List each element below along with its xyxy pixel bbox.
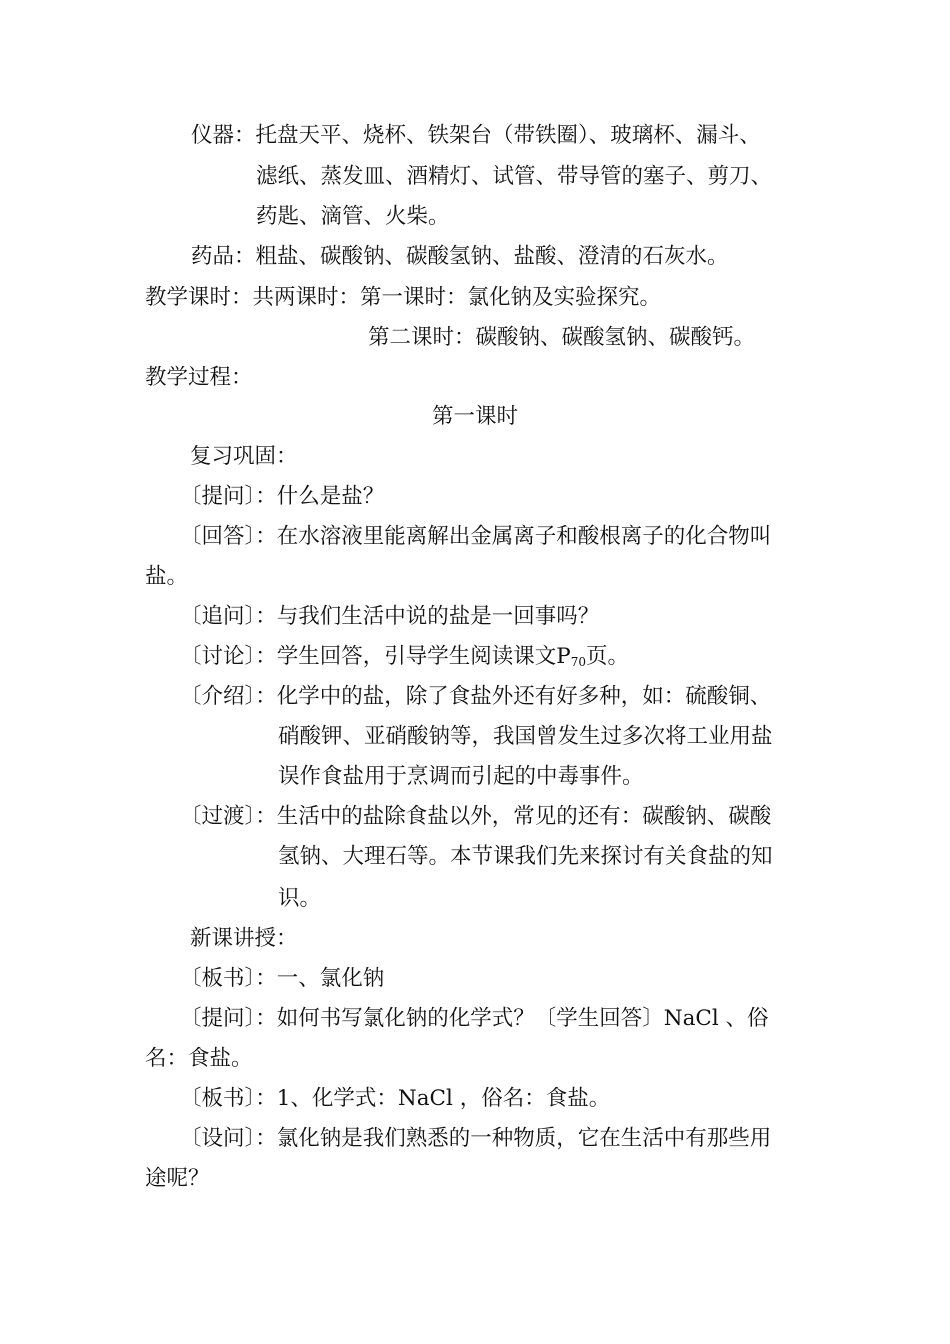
question-line-1: 〔设问〕：氯化钠是我们熟悉的一种物质，它在生活中有那些用 [180,1126,772,1151]
page-number-subscript: 70 [570,655,586,669]
ask-formula-line-1: 〔提问〕：如何书写氯化钠的化学式？〔学生回答〕NaCl 、俗 [180,1006,769,1031]
board-writing-2: 〔板书〕：1、化学式：NaCl ，俗名：食盐。 [180,1086,611,1111]
instruments-line-1: 仪器：托盘天平、烧杯、铁架台（带铁圈）、玻璃杯、漏斗、 [191,123,761,148]
introduction-line-1: 〔介绍〕：化学中的盐，除了食盐外还有好多种，如：硫酸铜、 [180,684,772,709]
follow-up-question: 〔追问〕：与我们生活中说的盐是一回事吗？ [180,604,600,629]
introduction-line-2: 硝酸钾、亚硝酸钠等，我国曾发生过多次将工业用盐 [278,724,773,749]
instruments-line-2: 滤纸、蒸发皿、酒精灯、试管、带导管的塞子、剪刀、 [256,164,773,189]
teaching-hours-line-2: 第二课时：碳酸钠、碳酸氢钠、碳酸钙。 [368,325,756,350]
discussion-tail: 页。 [586,644,630,669]
ask-formula-line-2: 名：食盐。 [145,1046,253,1071]
answer-line-2: 盐。 [145,564,189,589]
discussion-line [180,642,629,677]
board-writing-1: 〔板书〕：一、氯化钠 [180,966,385,991]
answer-line-1: 〔回答〕：在水溶液里能离解出金属离子和酸根离子的化合物叫 [180,524,772,549]
transition-line-3: 识。 [278,886,322,911]
teaching-process-heading: 教学过程： [145,365,253,390]
new-lesson-heading: 新课讲授： [190,926,298,951]
question-line-2: 途呢？ [145,1166,210,1191]
teaching-hours-line-1: 教学课时：共两课时：第一课时：氯化钠及实验探究。 [145,285,662,310]
transition-line-1: 〔过渡〕：生活中的盐除食盐以外，常见的还有：碳酸钠、碳酸 [180,804,772,829]
introduction-line-3: 误作食盐用于烹调而引起的中毒事件。 [278,764,644,789]
ask-what-is-salt: 〔提问〕：什么是盐？ [180,484,385,509]
instruments-line-3: 药匙、滴管、火柴。 [256,204,450,229]
reagents-line: 药品：粗盐、碳酸钠、碳酸氢钠、盐酸、澄清的石灰水。 [191,244,729,269]
transition-line-2: 氢钠、大理石等。本节课我们先来探讨有关食盐的知 [278,844,773,869]
discussion-text: 〔讨论〕：学生回答，引导学生阅读课文P [180,644,571,669]
lesson-title: 第一课时 [432,404,519,429]
review-heading: 复习巩固： [190,444,298,469]
